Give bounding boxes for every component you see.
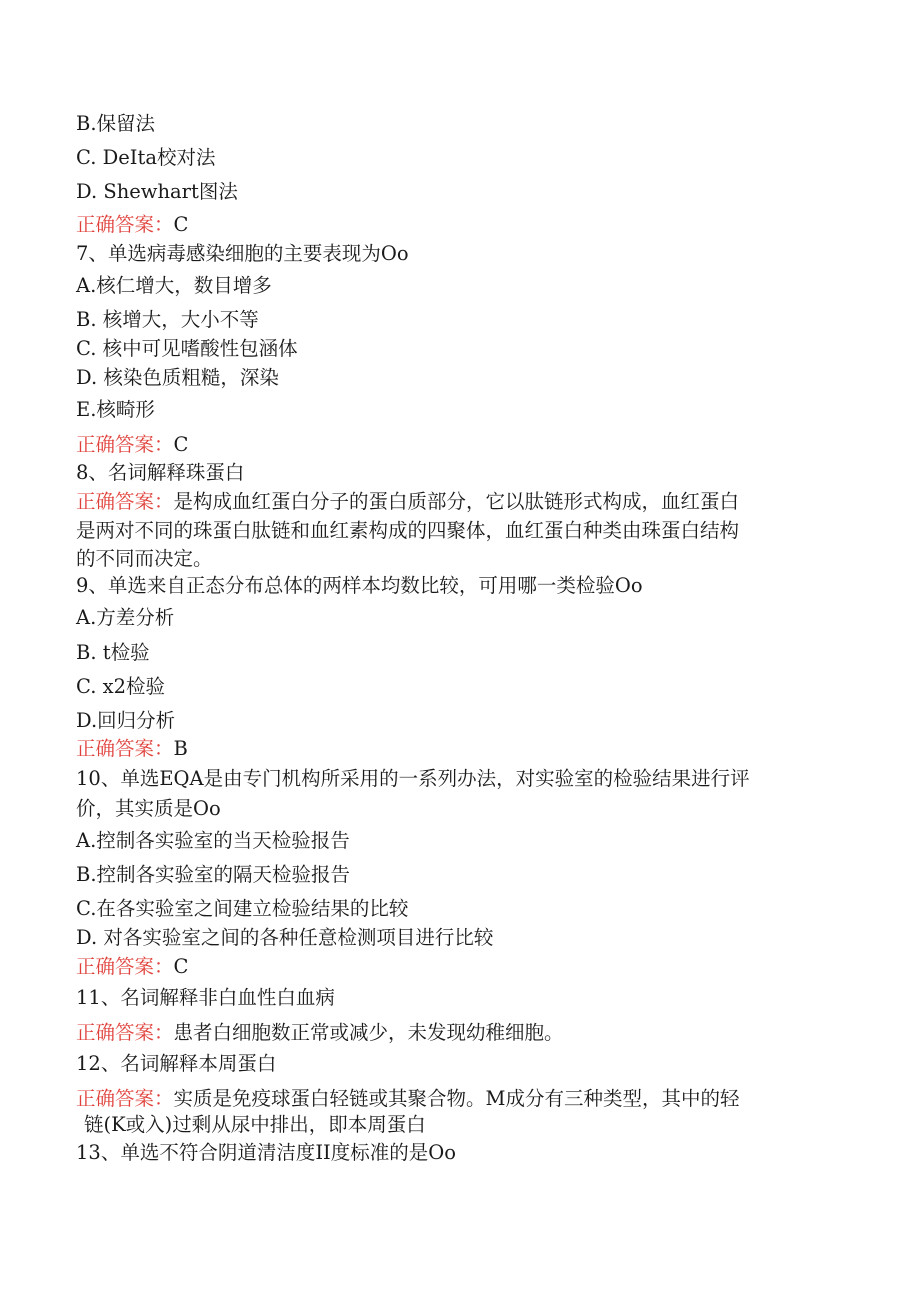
answer-label: 正确答案： xyxy=(76,955,174,978)
q10-question-line-1: 10、单选EQA是由专门机构所采用的一系列办法，对实验室的检验结果进行评 xyxy=(76,767,750,790)
q9-option-a: A.方差分析 xyxy=(76,606,175,629)
answer-label: 正确答案： xyxy=(76,213,174,236)
q6-answer xyxy=(76,212,188,238)
q8-answer xyxy=(76,489,826,572)
q9-option-c: C. x2检验 xyxy=(76,675,166,698)
q11-question: 11、名词解释非白血性白血病 xyxy=(76,986,335,1009)
answer-label: 正确答案： xyxy=(76,490,174,513)
q12-question: 12、名词解释本周蛋白 xyxy=(76,1052,277,1075)
answer-label: 正确答案： xyxy=(76,737,174,760)
q8-answer-line-2: 是两对不同的珠蛋白肽链和血红素构成的四聚体，血红蛋白种类由珠蛋白结构 xyxy=(76,519,740,542)
answer-value: B xyxy=(173,737,188,760)
answer-label: 正确答案： xyxy=(76,1021,174,1044)
answer-label: 正确答案： xyxy=(76,1087,174,1110)
q8-question: 8、名词解释珠蛋白 xyxy=(76,461,245,484)
q11-answer-text: 患者白细胞数正常或减少，未发现幼稚细胞。 xyxy=(173,1021,564,1044)
q12-answer xyxy=(76,1086,826,1138)
q6-option-b: B.保留法 xyxy=(76,112,156,135)
q6-option-c: C. DeIta校对法 xyxy=(76,146,216,169)
q12-answer-line-2: 链(K或入)过剩从尿中排出，即本周蛋白 xyxy=(84,1113,426,1136)
q8-answer-line-1: 是构成血红蛋白分子的蛋白质部分，它以肽链形式构成，血红蛋白 xyxy=(173,490,740,513)
q10-option-a: A.控制各实验室的当天检验报告 xyxy=(76,829,350,852)
q6-option-d: D. Shewhart图法 xyxy=(76,180,238,203)
q9-question: 9、单选来自正态分布总体的两样本均数比较，可用哪一类检验Oo xyxy=(76,574,643,597)
answer-value: C xyxy=(173,955,189,978)
q10-option-b: B.控制各实验室的隔天检验报告 xyxy=(76,863,351,886)
q7-option-b: B. 核增大，大小不等 xyxy=(76,308,259,331)
answer-value: C xyxy=(173,213,189,236)
q10-option-d: D. 对各实验室之间的各种任意检测项目进行比较 xyxy=(76,926,494,949)
q10-answer xyxy=(76,954,188,980)
q9-answer xyxy=(76,736,188,762)
q12-answer-line-1: 实质是免疫球蛋白轻链或其聚合物。M成分有三种类型，其中的轻 xyxy=(173,1087,740,1110)
q7-option-e: E.核畸形 xyxy=(76,398,155,421)
q11-answer xyxy=(76,1020,564,1046)
q7-option-a: A.核仁增大，数目增多 xyxy=(76,274,272,297)
q9-option-b: B. t检验 xyxy=(76,641,150,664)
answer-label: 正确答案： xyxy=(76,433,174,456)
q13-question: 13、单选不符合阴道清洁度II度标准的是Oo xyxy=(76,1141,456,1164)
q9-option-d: D.回归分析 xyxy=(76,709,176,732)
q10-option-c: C.在各实验室之间建立检验结果的比较 xyxy=(76,897,409,920)
q10-question-line-2: 价，其实质是Oo xyxy=(76,797,221,820)
q7-answer xyxy=(76,432,188,458)
q7-option-c: C. 核中可见嗜酸性包涵体 xyxy=(76,337,298,360)
q7-option-d: D. 核染色质粗糙，深染 xyxy=(76,366,279,389)
answer-value: C xyxy=(173,433,189,456)
q7-question: 7、单选病毒感染细胞的主要表现为Oo xyxy=(76,242,409,265)
q8-answer-line-3: 的不同而决定。 xyxy=(76,547,213,570)
